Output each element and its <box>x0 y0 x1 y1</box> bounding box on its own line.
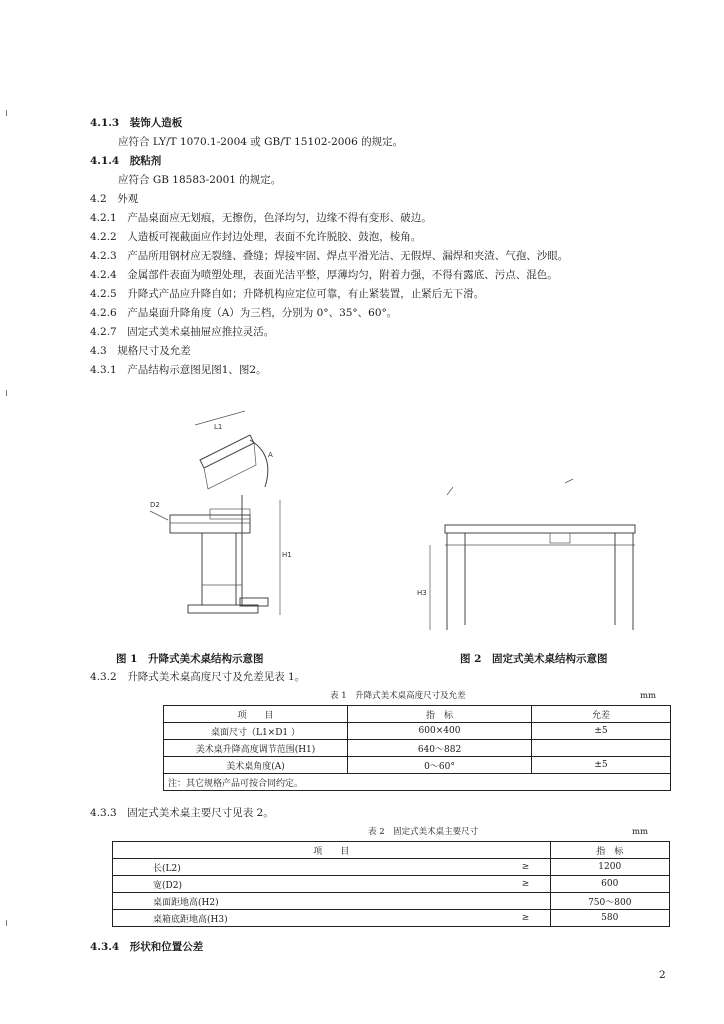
section-4-2-3: 4.2.3 产品所用钢材应无裂缝、叠缝；焊接牢固、焊点平滑光洁、无假焊、漏焊和夹渣、气孢、沙眼。 <box>90 250 569 262</box>
section-4-1-3: 4.1.3 装饰人造板 <box>90 117 183 129</box>
margin-mark <box>6 390 7 396</box>
section-4-2-1: 4.2.1 产品桌面应无划痕，无擦伤，色泽均匀，边缘不得有变形、破边。 <box>90 212 432 224</box>
table-cell: 600×400 <box>348 723 532 740</box>
table-cell: ≥ <box>502 876 551 893</box>
table-cell <box>502 893 551 910</box>
section-4-2-5: 4.2.5 升降式产品应升降自如；升降机构应定位可靠，有止紧装置，止紧后无下滑。 <box>90 288 485 300</box>
section-4-3-2: 4.3.2 升降式美术桌高度尺寸及允差见表 1。 <box>90 671 306 683</box>
table-2-header: 指 标 <box>550 842 669 859</box>
section-4-3-1: 4.3.1 产品结构示意图见图1、图2。 <box>90 364 267 376</box>
fig1-label-d2: D2 <box>150 501 160 509</box>
table-cell: ≥ <box>502 859 551 876</box>
section-4-2-7: 4.2.7 固定式美术桌抽屉应推拉灵活。 <box>90 326 275 338</box>
table-row <box>164 757 671 774</box>
table-1-header: 允差 <box>532 706 671 723</box>
table-cell: 桌面距地高(H2) <box>113 893 502 910</box>
table-cell: 600 <box>550 876 669 893</box>
fig1-label-a: A <box>268 451 273 459</box>
table-cell: 美术桌角度(A) <box>164 757 348 774</box>
section-4-3: 4.3 规格尺寸及允差 <box>90 345 191 357</box>
fig1-label-l1: L1 <box>214 423 223 431</box>
page-number: 2 <box>659 969 666 981</box>
section-4-1-4: 4.1.4 胶粘剂 <box>90 155 162 167</box>
table-1-unit: mm <box>640 691 657 701</box>
table-cell: ≥ <box>502 910 551 927</box>
section-4-2-2: 4.2.2 人造板可视截面应作封边处理，表面不允许脱胶、鼓泡，棱角。 <box>90 231 422 243</box>
margin-mark <box>6 110 7 116</box>
table-row <box>113 876 670 893</box>
figure-2-caption: 图 2 固定式美术桌结构示意图 <box>460 653 608 665</box>
table-cell: 桌箱底距地高(H3) <box>113 910 502 927</box>
section-4-2-4: 4.2.4 金属部件表面为喷塑处理，表面光洁平整，厚薄均匀，附着力强，不得有露底、污点、混色。 <box>90 269 558 281</box>
table-cell <box>532 740 671 757</box>
figure-1-caption: 图 1 升降式美术桌结构示意图 <box>116 653 264 665</box>
table-2-caption: 表 2 固定式美术桌主要尺寸 <box>368 827 479 837</box>
table-row <box>113 859 670 876</box>
table-note-row <box>164 774 671 791</box>
table-cell: 640～882 <box>348 740 532 757</box>
table-2-unit: mm <box>632 827 649 837</box>
table-2-header: 项 目 <box>113 842 551 859</box>
figure-1-drawing <box>140 405 310 635</box>
table-cell: 长(L2) <box>113 859 502 876</box>
table-cell: ±5 <box>532 757 671 774</box>
table-row <box>164 723 671 740</box>
table-row <box>113 910 670 927</box>
section-4-2-6: 4.2.6 产品桌面升降角度（A）为三档，分别为 0°、35°、60°。 <box>90 307 398 319</box>
section-4-3-3: 4.3.3 固定式美术桌主要尺寸见表 2。 <box>90 807 274 819</box>
section-4-2: 4.2 外观 <box>90 193 139 205</box>
margin-mark <box>6 920 7 926</box>
table-cell: 1200 <box>550 859 669 876</box>
table-1-header: 指 标 <box>348 706 532 723</box>
fig1-label-h1: H1 <box>282 551 292 559</box>
table-row <box>164 740 671 757</box>
figure-2-drawing <box>405 475 645 635</box>
fig2-label-h3: H3 <box>417 589 427 597</box>
table-1-note: 注：其它规格产品可按合同约定。 <box>164 774 671 791</box>
table-cell: 0～60° <box>348 757 532 774</box>
table-1 <box>163 705 671 791</box>
section-4-3-4: 4.3.4 形状和位置公差 <box>90 941 204 953</box>
table-cell: 580 <box>550 910 669 927</box>
section-4-1-4-body: 应符合 GB 18583-2001 的规定。 <box>118 174 282 186</box>
table-cell: 750～800 <box>550 893 669 910</box>
table-cell: ±5 <box>532 723 671 740</box>
section-4-1-3-body: 应符合 LY/T 1070.1-2004 或 GB/T 15102-2006 的规定。 <box>118 136 404 148</box>
table-cell: 桌面尺寸（L1×D1 ） <box>164 723 348 740</box>
table-cell: 美术桌升降高度调节范围(H1) <box>164 740 348 757</box>
table-1-caption: 表 1 升降式美术桌高度尺寸及允差 <box>330 691 466 701</box>
table-cell: 宽(D2) <box>113 876 502 893</box>
table-2 <box>112 841 670 927</box>
table-1-header: 项 目 <box>164 706 348 723</box>
table-row <box>113 893 670 910</box>
